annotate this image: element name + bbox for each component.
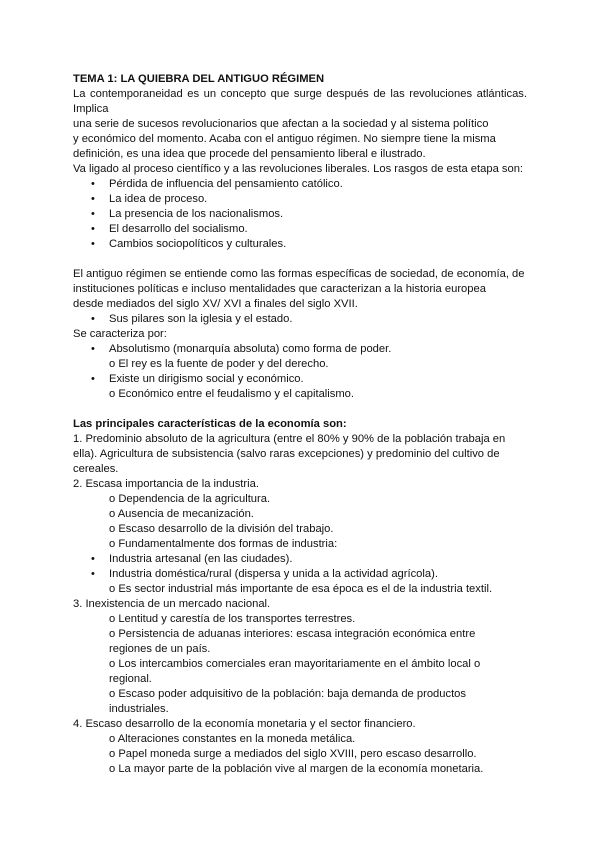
economico-subitem: o Económico entre el feudalismo y el capitalismo. [109, 388, 354, 400]
item3-subitem: o Los intercambios comerciales eran mayoritariamente en el ámbito local o [109, 658, 481, 670]
bullet-marker: • [91, 568, 95, 580]
item3-subitem: industriales. [109, 703, 169, 715]
intro-line-3: una serie de sucesos revolucionarios que afectan a la sociedad y al sistema político [73, 118, 489, 130]
antiguo-line-1: El antiguo régimen se entiende como las formas específicas de sociedad, de economía, de [73, 268, 525, 280]
intro-line-1: La contemporaneidad es un concepto que surge después de las revoluciones atlánticas. [73, 88, 527, 100]
intro-line-2: Implica [73, 103, 109, 115]
bullet-marker: • [91, 553, 95, 565]
intro-line-6: Va ligado al proceso científico y a las revoluciones liberales. Los rasgos de esta etapa son: [73, 163, 524, 175]
bullet-marker: • [91, 313, 95, 325]
bullet-marker: • [91, 193, 95, 205]
antiguo-line-3: desde mediados del siglo XV/ XVI a finales del siglo XVII. [73, 298, 358, 310]
bullet-marker: • [91, 238, 95, 250]
bullet-marker: • [91, 343, 95, 355]
industria-domestica-item: Industria doméstica/rural (dispersa y unida a la actividad agrícola). [109, 568, 438, 580]
industria-artesanal-item: Industria artesanal (en las ciudades). [109, 553, 293, 565]
page-title: TEMA 1: LA QUIEBRA DEL ANTIGUO RÉGIMEN [73, 73, 325, 85]
rasgo-item: La idea de proceso. [109, 193, 208, 205]
absolutismo-item: Absolutismo (monarquía absoluta) como forma de poder. [109, 343, 392, 355]
dirigismo-item: Existe un dirigismo social y económico. [109, 373, 304, 385]
item1-line-2: ella). Agricultura de subsistencia (salvo raras excepciones) y predominio del cultivo de [73, 448, 500, 460]
item1-line-1: 1. Predominio absoluto de la agricultura (entre el 80% y 90% de la población trabaja en [73, 433, 506, 445]
rasgo-item: El desarrollo del socialismo. [109, 223, 248, 235]
item3-subitem: o Persistencia de aduanas interiores: escasa integración económica entre [109, 628, 476, 640]
intro-line-5: definición, es una idea que procede del pensamiento liberal e ilustrado. [73, 148, 426, 160]
item3-subitem: o Escaso poder adquisitivo de la población: baja demanda de productos [109, 688, 467, 700]
bullet-marker: • [91, 208, 95, 220]
item3-subitem: regiones de un país. [109, 643, 211, 655]
bullet-marker: • [91, 178, 95, 190]
rasgo-item: Pérdida de influencia del pensamiento católico. [109, 178, 343, 190]
rasgo-item: Cambios sociopolíticos y culturales. [109, 238, 287, 250]
economia-heading: Las principales características de la economía son: [73, 418, 347, 430]
item4-subitem: o Alteraciones constantes en la moneda metálica. [109, 733, 356, 745]
item4-subitem: o Papel moneda surge a mediados del siglo XVIII, pero escaso desarrollo. [109, 748, 477, 760]
item3-subitem: regional. [109, 673, 152, 685]
intro-line-4: y económico del momento. Acaba con el antiguo régimen. No siempre tiene la misma [73, 133, 496, 145]
item4-heading: 4. Escaso desarrollo de la economía monetaria y el sector financiero. [73, 718, 416, 730]
item3-subitem: o Lentitud y carestía de los transportes terrestres. [109, 613, 356, 625]
item2-subitem: o Escaso desarrollo de la división del trabajo. [109, 523, 334, 535]
caracteriza-label: Se caracteriza por: [73, 328, 167, 340]
sector-industrial-subitem: o Es sector industrial más importante de esa época es el de la industria textil. [109, 583, 493, 595]
pilares-item: Sus pilares son la iglesia y el estado. [109, 313, 293, 325]
item2-heading: 2. Escasa importancia de la industria. [73, 478, 259, 490]
rey-subitem: o El rey es la fuente de poder y del derecho. [109, 358, 329, 370]
item2-subitem: o Ausencia de mecanización. [109, 508, 254, 520]
antiguo-line-2: instituciones políticas e incluso mentalidades que caracterizan a la historia europea [73, 283, 486, 295]
item1-line-3: cereales. [73, 463, 119, 475]
item4-subitem: o La mayor parte de la población vive al margen de la economía monetaria. [109, 763, 484, 775]
item2-subitem: o Dependencia de la agricultura. [109, 493, 271, 505]
bullet-marker: • [91, 373, 95, 385]
bullet-marker: • [91, 223, 95, 235]
item2-subitem: o Fundamentalmente dos formas de industria: [109, 538, 338, 550]
rasgo-item: La presencia de los nacionalismos. [109, 208, 284, 220]
item3-heading: 3. Inexistencia de un mercado nacional. [73, 598, 271, 610]
